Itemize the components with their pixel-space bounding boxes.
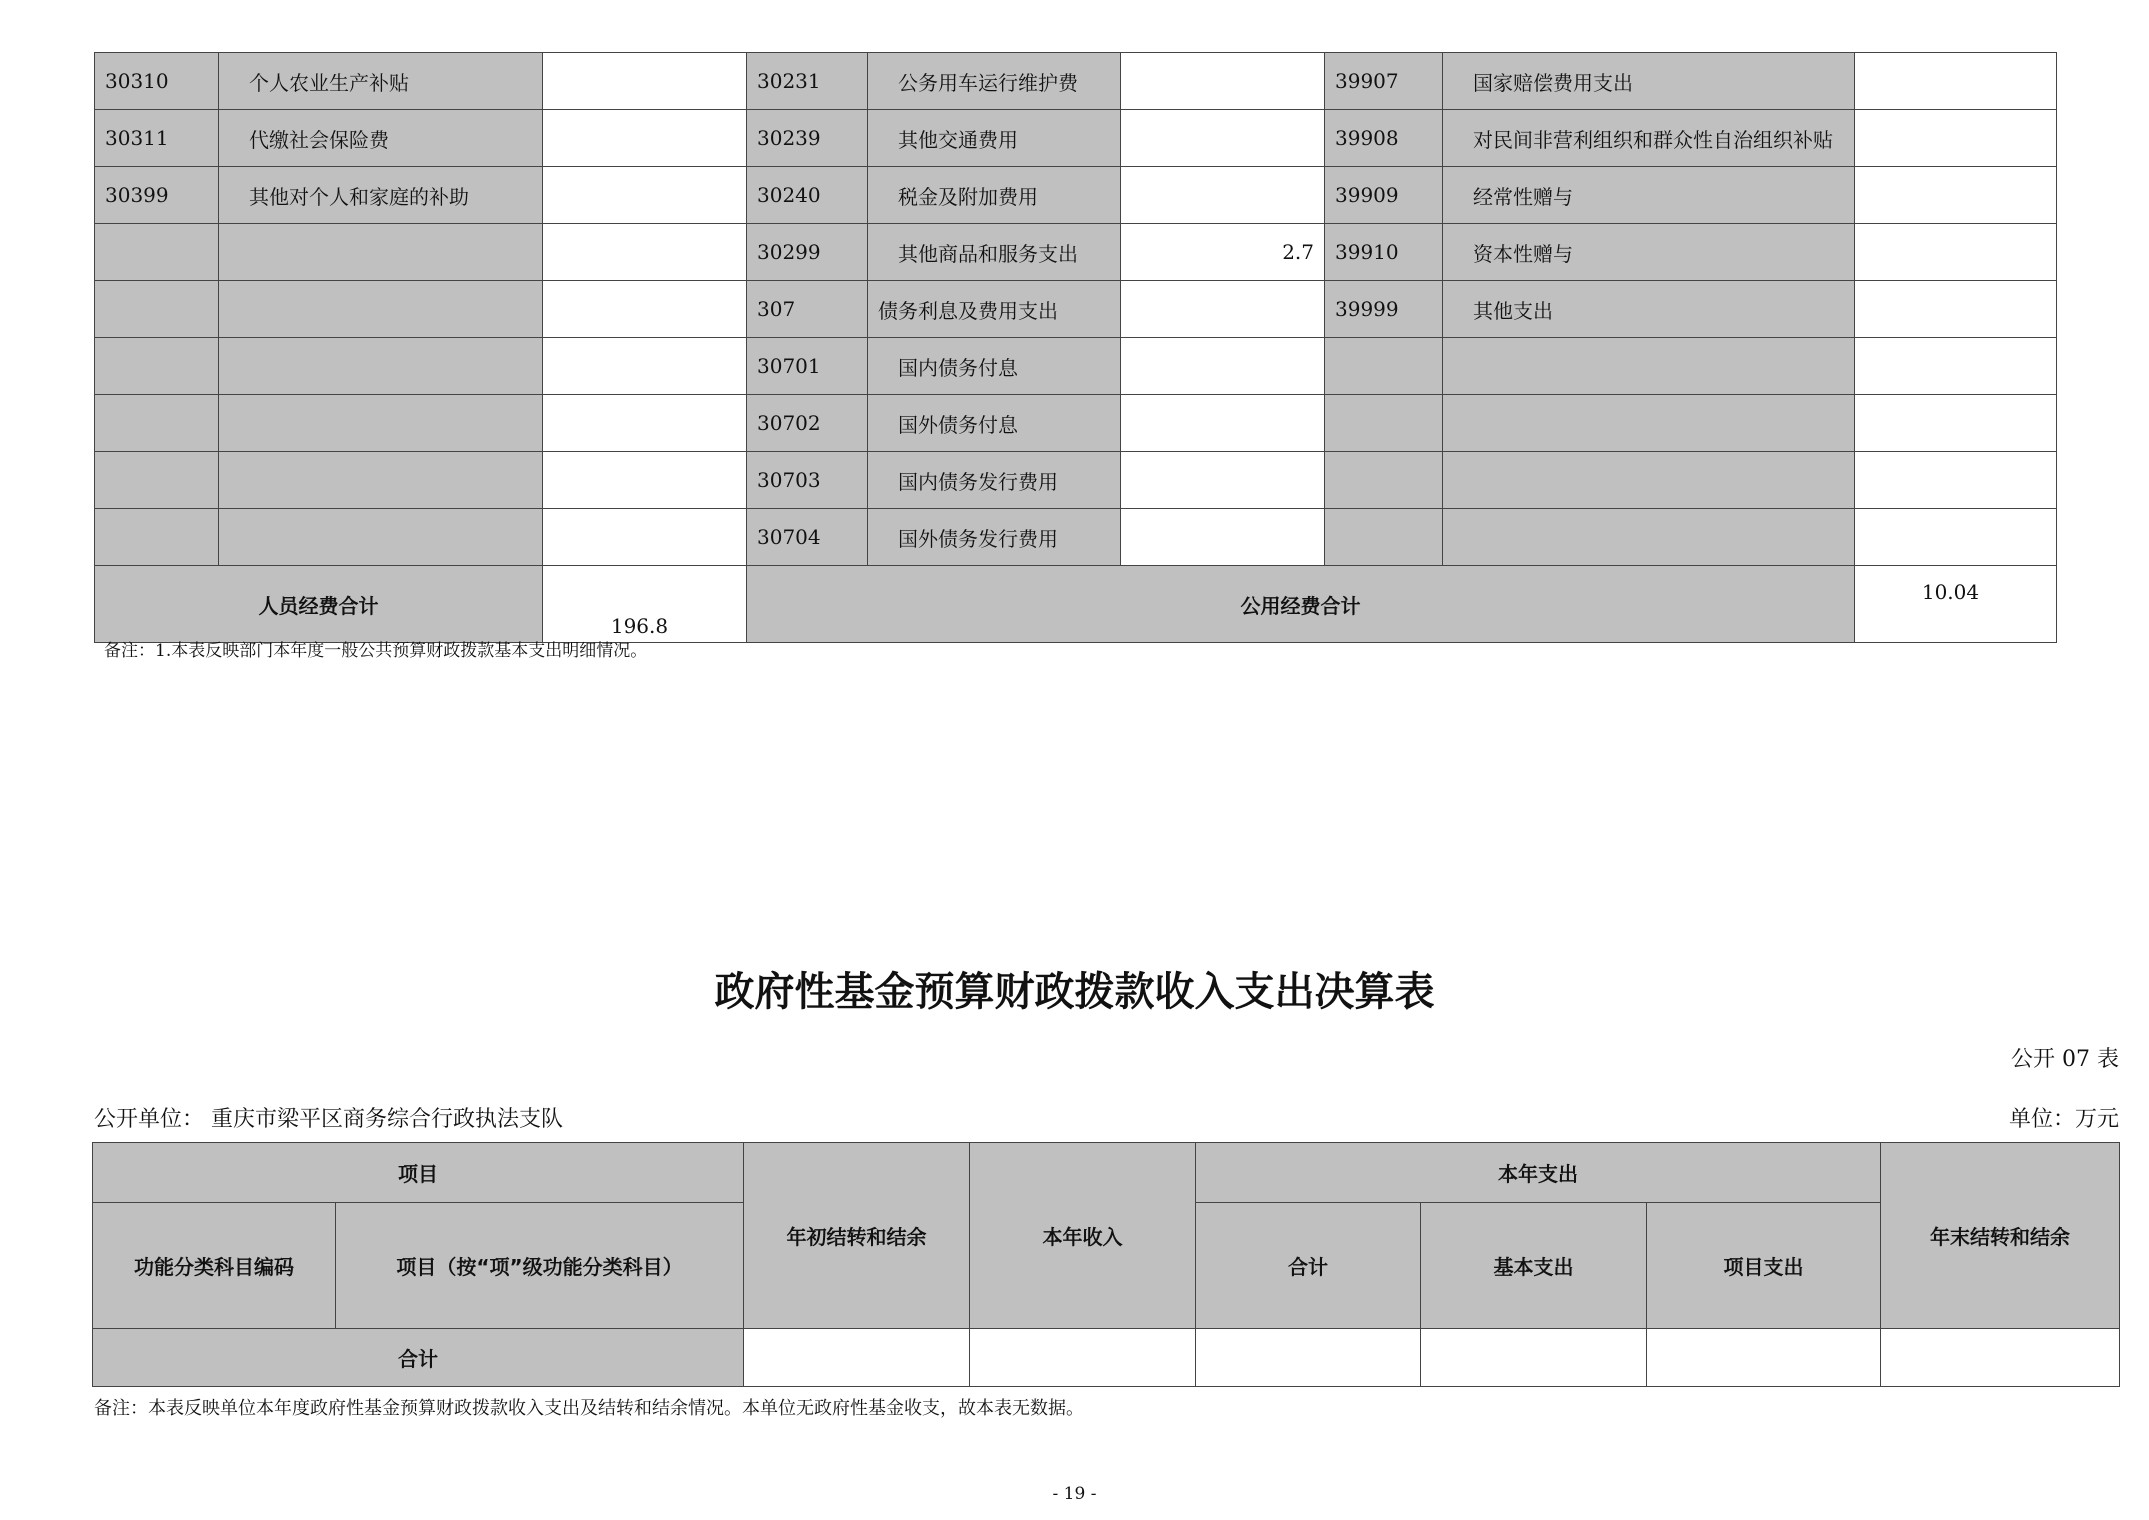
page-title: 政府性基金预算财政拨款收入支出决算表 bbox=[714, 969, 1435, 1015]
row-code: 30399 bbox=[95, 167, 219, 224]
row-code bbox=[1325, 452, 1443, 509]
table-row bbox=[95, 110, 2057, 167]
header-end-balance: 年末结转和结余 bbox=[1881, 1143, 2120, 1329]
row-code: 30311 bbox=[95, 110, 219, 167]
row-amount bbox=[543, 281, 747, 338]
row-name: 公务用车运行维护费 bbox=[868, 53, 1121, 110]
reporting-unit: 公开单位： 重庆市梁平区商务综合行政执法支队 bbox=[94, 1107, 563, 1132]
row-code: 30704 bbox=[747, 509, 868, 566]
fund-total-cell bbox=[744, 1329, 970, 1387]
currency-unit: 单位：万元 bbox=[2008, 1107, 2119, 1132]
row-code: 39910 bbox=[1325, 224, 1443, 281]
header-expense-total: 合计 bbox=[1196, 1203, 1421, 1329]
row-amount bbox=[1855, 281, 2057, 338]
row-code bbox=[95, 509, 219, 566]
row-amount bbox=[1121, 395, 1325, 452]
row-name: 经常性赠与 bbox=[1443, 167, 1855, 224]
header-expense-basic: 基本支出 bbox=[1421, 1203, 1647, 1329]
row-amount bbox=[1121, 281, 1325, 338]
row-amount bbox=[1855, 53, 2057, 110]
row-amount bbox=[1121, 509, 1325, 566]
header-code: 功能分类科目编码 bbox=[93, 1203, 336, 1329]
public-total-label: 公用经费合计 bbox=[747, 566, 1855, 643]
row-code: 39909 bbox=[1325, 167, 1443, 224]
row-amount bbox=[543, 452, 747, 509]
row-amount bbox=[543, 167, 747, 224]
row-amount bbox=[1855, 167, 2057, 224]
row-name bbox=[1443, 509, 1855, 566]
row-name: 个人农业生产补贴 bbox=[219, 53, 543, 110]
header-expense-project: 项目支出 bbox=[1647, 1203, 1881, 1329]
row-code: 30703 bbox=[747, 452, 868, 509]
row-name bbox=[219, 224, 543, 281]
expense-table-note: 备注：1.本表反映部门本年度一般公共预算财政拨款基本支出明细情况。 bbox=[104, 641, 648, 661]
row-name: 代缴社会保险费 bbox=[219, 110, 543, 167]
row-name: 税金及附加费用 bbox=[868, 167, 1121, 224]
row-code: 39999 bbox=[1325, 281, 1443, 338]
row-name: 对民间非营利组织和群众性自治组织补贴 bbox=[1443, 110, 1855, 167]
row-amount bbox=[1855, 452, 2057, 509]
row-code bbox=[95, 224, 219, 281]
row-code bbox=[95, 395, 219, 452]
table-row bbox=[95, 167, 2057, 224]
fund-total-cell bbox=[1196, 1329, 1421, 1387]
personnel-total-value: 196.8 bbox=[543, 566, 747, 643]
row-name: 其他交通费用 bbox=[868, 110, 1121, 167]
row-code: 30702 bbox=[747, 395, 868, 452]
row-amount bbox=[1855, 224, 2057, 281]
row-name: 债务利息及费用支出 bbox=[868, 281, 1121, 338]
header-item: 项目 bbox=[93, 1143, 744, 1203]
row-amount bbox=[1121, 53, 1325, 110]
page-number: - 19 - bbox=[1052, 1484, 1097, 1504]
totals-row bbox=[95, 566, 2057, 643]
row-code bbox=[1325, 509, 1443, 566]
table-row bbox=[95, 509, 2057, 566]
row-amount bbox=[1855, 338, 2057, 395]
fund-total-cell bbox=[1647, 1329, 1881, 1387]
row-amount bbox=[1121, 167, 1325, 224]
row-name: 其他支出 bbox=[1443, 281, 1855, 338]
row-name: 其他商品和服务支出 bbox=[868, 224, 1121, 281]
fund-total-cell bbox=[1881, 1329, 2120, 1387]
fund-table-note: 备注：本表反映单位本年度政府性基金预算财政拨款收入支出及结转和结余情况。本单位无政府性基金收支，故本表无数据。 bbox=[94, 1398, 1084, 1419]
row-name: 国外债务付息 bbox=[868, 395, 1121, 452]
row-name bbox=[1443, 338, 1855, 395]
row-name bbox=[1443, 395, 1855, 452]
row-code bbox=[95, 452, 219, 509]
row-name: 国外债务发行费用 bbox=[868, 509, 1121, 566]
row-code bbox=[1325, 395, 1443, 452]
table-number: 公开 07 表 bbox=[2011, 1047, 2119, 1072]
row-name bbox=[219, 452, 543, 509]
header-income: 本年收入 bbox=[970, 1143, 1196, 1329]
fund-total-cell bbox=[970, 1329, 1196, 1387]
row-amount bbox=[543, 338, 747, 395]
row-code: 39907 bbox=[1325, 53, 1443, 110]
row-name bbox=[1443, 452, 1855, 509]
row-amount bbox=[1855, 110, 2057, 167]
table-row bbox=[95, 452, 2057, 509]
personnel-total-label: 人员经费合计 bbox=[95, 566, 543, 643]
government-fund-table bbox=[92, 1142, 2120, 1387]
row-name: 其他对个人和家庭的补助 bbox=[219, 167, 543, 224]
row-code: 30299 bbox=[747, 224, 868, 281]
row-amount bbox=[543, 395, 747, 452]
row-name: 国家赔偿费用支出 bbox=[1443, 53, 1855, 110]
row-amount bbox=[1855, 395, 2057, 452]
row-name bbox=[219, 395, 543, 452]
table-row bbox=[95, 53, 2057, 110]
row-amount: 2.7 bbox=[1121, 224, 1325, 281]
row-amount bbox=[1121, 452, 1325, 509]
row-code: 30240 bbox=[747, 167, 868, 224]
fund-total-row bbox=[93, 1329, 2120, 1387]
row-amount bbox=[543, 53, 747, 110]
row-amount bbox=[1121, 110, 1325, 167]
row-amount bbox=[543, 110, 747, 167]
row-name bbox=[219, 509, 543, 566]
table-row bbox=[95, 338, 2057, 395]
row-name: 国内债务付息 bbox=[868, 338, 1121, 395]
header-item-name: 项目（按“项”级功能分类科目） bbox=[336, 1203, 744, 1329]
row-code bbox=[95, 281, 219, 338]
row-code: 30701 bbox=[747, 338, 868, 395]
fund-total-label: 合计 bbox=[93, 1329, 744, 1387]
row-code: 39908 bbox=[1325, 110, 1443, 167]
row-name bbox=[219, 281, 543, 338]
row-code bbox=[1325, 338, 1443, 395]
table-row bbox=[95, 395, 2057, 452]
row-code: 307 bbox=[747, 281, 868, 338]
row-amount bbox=[1855, 509, 2057, 566]
row-name bbox=[219, 338, 543, 395]
row-code: 30310 bbox=[95, 53, 219, 110]
row-code: 30239 bbox=[747, 110, 868, 167]
fund-total-cell bbox=[1421, 1329, 1647, 1387]
public-total-value: 10.04 bbox=[1855, 566, 2057, 643]
header-expense: 本年支出 bbox=[1196, 1143, 1881, 1203]
row-name: 国内债务发行费用 bbox=[868, 452, 1121, 509]
table-row bbox=[95, 281, 2057, 338]
row-amount bbox=[1121, 338, 1325, 395]
row-code bbox=[95, 338, 219, 395]
expense-detail-table bbox=[94, 52, 2057, 643]
row-name: 资本性赠与 bbox=[1443, 224, 1855, 281]
row-amount bbox=[543, 509, 747, 566]
row-code: 30231 bbox=[747, 53, 868, 110]
row-amount bbox=[543, 224, 747, 281]
table-row bbox=[95, 224, 2057, 281]
header-begin-balance: 年初结转和结余 bbox=[744, 1143, 970, 1329]
